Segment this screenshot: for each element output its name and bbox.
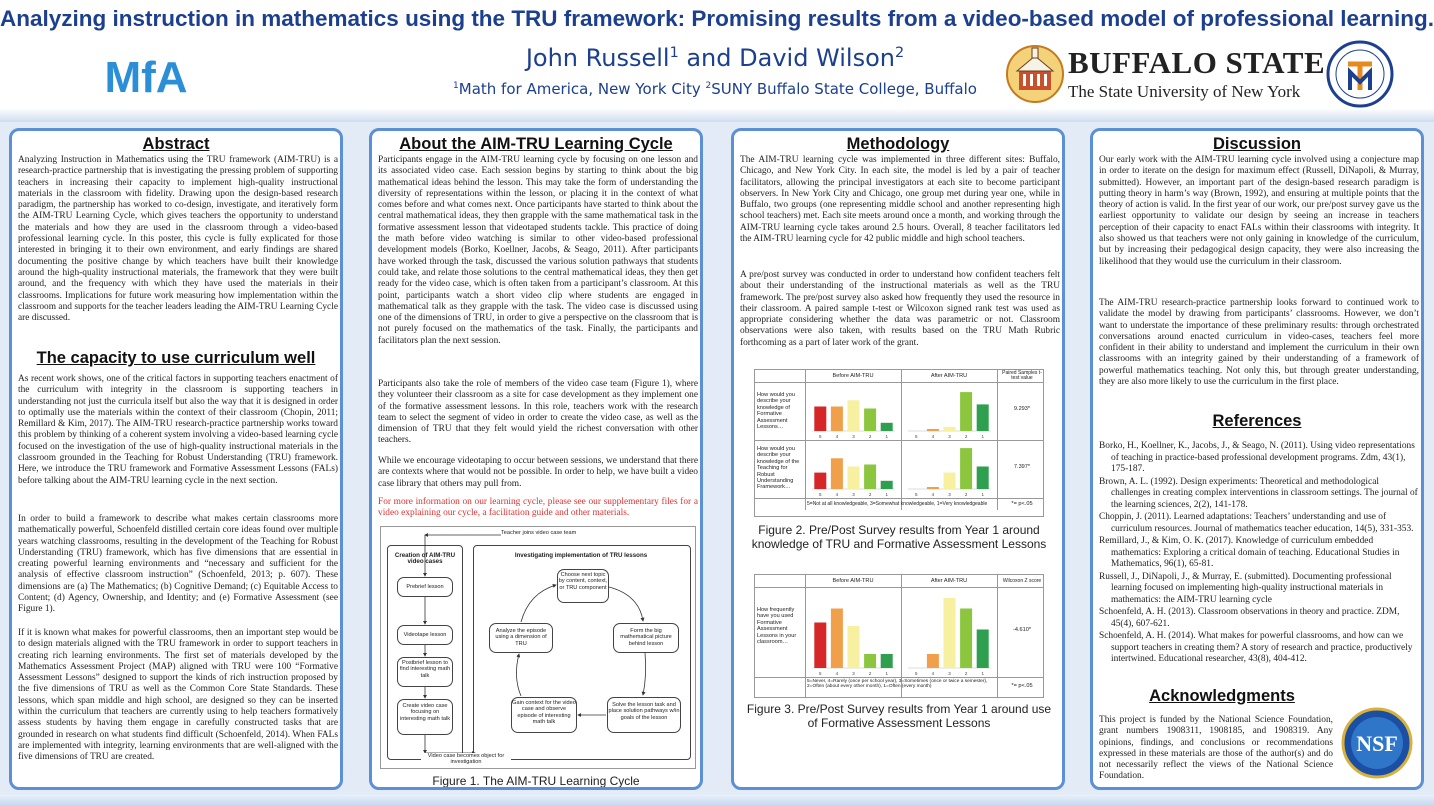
fig2-row2-before-chart <box>806 441 901 498</box>
chart-tick-label: 5 <box>915 434 918 439</box>
fig2-row1-after-chart <box>902 383 997 440</box>
chart-tick-label: 4 <box>835 492 839 497</box>
create-video-case-node: Create video case focusing on interesting math talk <box>397 699 453 735</box>
buffalo-state-seal-icon <box>1005 44 1065 104</box>
chart-bar <box>927 429 939 431</box>
chart-bar <box>864 654 876 668</box>
buffalo-state-subtitle: The State University of New York <box>1068 82 1301 101</box>
fig3-after-header: After AIM-TRU <box>930 578 968 584</box>
chart-tick-label: 3 <box>948 434 951 439</box>
chart-tick-label: 4 <box>931 434 935 439</box>
discussion-panel <box>1090 128 1424 790</box>
chart-bar <box>977 467 989 490</box>
chart-bar <box>927 487 939 489</box>
author-1: John Russell <box>525 44 670 72</box>
buffalo-state-name: BUFFALO STATE <box>1068 45 1326 80</box>
chart-tick-label: 1 <box>981 671 984 676</box>
chart-tick-label: 3 <box>948 492 951 497</box>
reference-item: Remillard, J., & Kim, O. K. (2017). Knowledge of curriculum embedded mathematics: Exploring a critical domain of teaching. Educational Studies in Mathematics, 96(1), 65-81. <box>1099 536 1400 569</box>
chart-bar <box>960 448 972 489</box>
fig3-before-header: Before AIM-TRU <box>832 578 874 584</box>
abstract-title: Abstract <box>142 135 210 153</box>
fig3-before-chart <box>806 588 901 677</box>
reference-item: Choppin, J. (2011). Learned adaptations: Teachers’ understanding and use of curriculum resources. Journal of mathematics teacher education, 14(5), 331-353. <box>1099 512 1414 534</box>
chart-tick-label: 1 <box>885 492 888 497</box>
figure-2-caption: Figure 2. Pre/Post Survey results from Year 1 around knowledge of TRU and Formative Assessment Lessons <box>751 523 1047 551</box>
fig2-after-header: After AIM-TRU <box>930 373 968 379</box>
analyze-episode-node: Analyze the episode using a dimension of TRU <box>489 623 553 653</box>
methodology-paragraph-2: A pre/post survey was conducted in order to understand how confident teachers felt about their understanding of the instructional materials as well as the TRU framework. The pre/post survey also asked how frequently they used the resource in their classroom. A paired sample t-test or Wilcoxon signed rank test was used as appropriate considering whether the data was parametric or not. Classroom observations were also taken, with results based on the TRU Math Rubric forthcoming as a part of later work of the grant. <box>740 270 1060 348</box>
fig3-legend: 5=Never, 4=Rarely (once per school year), 3=Sometimes (once or twice a semester), 2=Often (about every other month), 1=Often (every month) <box>807 679 988 690</box>
methodology-panel <box>731 128 1065 790</box>
teacher-joins-label: Teacher joins video case team <box>501 530 577 536</box>
methodology-paragraph-1: The AIM-TRU learning cycle was implemented in three different sites: Buffalo, Chicago, and New York City. In each site, the model is led by a pair of teacher facilitators, allowing the principal investigators at each site to become participant observers. In New York City and Chicago, one group met during year one, while in Buffalo, two groups (one representing middle school and another representing high school teachers) met. Each site meets around once a month, and working through the AIM-TRU learning cycle takes around 2.5 hours. Overall, 8 teacher facilitators led the AIM-TRU learning cycle for 42 public middle and high school teachers. <box>740 155 1060 245</box>
chart-tick-label: 4 <box>835 434 839 439</box>
chart-tick-label: 5 <box>819 492 822 497</box>
chart-bar <box>831 458 843 489</box>
reference-item: Russell, J., DiNapoli, J., & Murray, E. (submitted). Documenting professional learning focused on implementing high-quality instructional materials in mathematics: the AIM-TRU learning cycle <box>1099 571 1392 605</box>
chart-tick-label: 3 <box>852 434 855 439</box>
chart-bar <box>848 400 860 431</box>
diagram-arrows <box>381 527 696 769</box>
learning-cycle-title: About the AIM-TRU Learning Cycle <box>399 135 673 153</box>
chart-bar <box>848 467 860 490</box>
reference-item: Schoenfeld, A. H. (2014). What makes for powerful classrooms, and how can we support teachers in creating them? A story of research and practice, productively intertwined. Educational researcher, 43(8), 404-412. <box>1099 631 1413 664</box>
capacity-paragraph-3: If it is known what makes for powerful classrooms, then an important step would be to design materials aligned with the TRU framework in order to support teachers in creating rich learning environments. The first set of materials developed by the Mathematics Assessment Project (MAP) aligned with TRU were 100 “Formative Assessment Lessons” designed to support the kinds of rich instruction proposed by the five dimensions of TRU as well as the Common Core State Standards. These lessons, which span middle and high school, are designed so they can be inserted within the curriculum that teachers are currently using to help teachers formatively assess students by having them engage in carefully constructed tasks that are grounded in research on what students find difficult (Schoenfeld, 2014). When FALs are implemented with integrity, learning environments that are well-aligned with the five dimensions of TRU are created. <box>18 628 338 763</box>
chart-bar <box>864 465 876 490</box>
fig2-before-header: Before AIM-TRU <box>832 373 874 379</box>
chart-bar <box>831 407 843 432</box>
chart-tick-label: 2 <box>868 434 872 439</box>
fig3-stat-header: Wilcoxon Z score <box>1002 578 1042 584</box>
big-picture-node: Form the big mathematical picture behind lesson <box>613 623 679 653</box>
chart-bar <box>814 473 826 489</box>
chart-tick-label: 1 <box>981 434 984 439</box>
reference-item: Borko, H., Koellner, K., Jacobs, J., & Seago, N. (2011). Using video representations of teaching in practice-based professional development programs. Zdm, 43(1), 175-187. <box>1099 441 1415 474</box>
creation-heading: Creation of AIM-TRU video cases <box>394 552 456 566</box>
gain-context-node: Gain context for the video case and observe episode of interesting math talk <box>511 697 577 733</box>
authors-line <box>400 44 1030 72</box>
object-for-investigation-label: Video case becomes object for investigation <box>421 753 511 766</box>
fig2-row2-after-chart <box>902 441 997 498</box>
chart-bar <box>864 409 876 432</box>
mfa-logo <box>96 44 196 104</box>
chart-bar <box>960 609 972 669</box>
chart-tick-label: 5 <box>819 434 822 439</box>
chart-tick-label: 3 <box>852 492 855 497</box>
chart-bar <box>814 623 826 669</box>
learning-cycle-paragraph-2: Participants also take the role of members of the video case team (Figure 1), where they volunteer their classroom as a site for case development as they implement one of the formative assessment lessons. In this role, teachers work with the research team to select the segment of video in order to create the video case, as well as the dimension of TRU that they felt would yield the richest conversation with other teachers. <box>378 379 698 446</box>
fig2-legend: 5=Not at all knowledgeable, 3=Somewhat knowledgeable, 1=Very knowledgeable <box>807 501 988 507</box>
chart-tick-label: 1 <box>885 671 888 676</box>
learning-cycle-panel <box>369 128 703 790</box>
chart-bar <box>944 427 956 431</box>
learning-cycle-paragraph-3: While we encourage videotaping to occur between sessions, we understand that there are contexts where that would not be possible. In order to help, we have built a video case library that others may pull from. <box>378 456 698 489</box>
header-gradient <box>0 108 1434 122</box>
chart-tick-label: 5 <box>915 492 918 497</box>
reference-item: Brown, A. L. (1992). Design experiments: Theoretical and methodological challenges in creating complex interventions in classroom settings. The journal of the learning sciences, 2(2), 141-178. <box>1099 476 1418 510</box>
chart-bar <box>944 473 956 489</box>
abstract-panel <box>9 128 343 790</box>
fig2-row2-stat: 7.397* <box>1013 464 1031 470</box>
chart-tick-label: 4 <box>931 492 935 497</box>
affil-2-sup: 2 <box>705 81 712 91</box>
chart-tick-label: 2 <box>868 492 872 497</box>
figure-2-table <box>754 369 1044 517</box>
chart-bar <box>831 609 843 669</box>
chart-bar <box>977 630 989 669</box>
poster-title: Analyzing instruction in mathematics using the TRU framework: Promising results from a video-based model of professional learning. <box>0 6 1434 31</box>
figure-1-caption: Figure 1. The AIM-TRU Learning Cycle <box>432 774 640 788</box>
capacity-title: The capacity to use curriculum well <box>36 349 316 367</box>
author-1-sup: 1 <box>669 45 679 61</box>
investigation-heading: Investigating implementation of TRU lessons <box>514 552 648 559</box>
chart-tick-label: 2 <box>964 434 968 439</box>
nsf-logo <box>1339 705 1415 781</box>
fig3-note: *= p<.05 <box>1011 683 1033 689</box>
capacity-paragraph-2: In order to build a framework to describe what makes certain classrooms more mathematically powerful, Schoenfeld distilled certain core ideas found over multiple years watching classrooms, resulting in the development of the Teaching for Robust Understanding (TRU) framework, which has five dimensions that are essential in creating powerful learning environments and “necessary and sufficient for the analysis of effective classroom instruction” (Schoenfeld, 2013; p. 607). These dimensions are (a) The Mathematics; (b) Cognitive Demand; (c) Equitable Access to Content; (d) Agency, Ownership, and Identity; and (e) Formative Assessment (see Figure 1). <box>18 514 338 615</box>
chart-bar <box>814 407 826 432</box>
chart-tick-label: 2 <box>868 671 872 676</box>
discussion-paragraph-2: The AIM-TRU research-practice partnership looks forward to continued work to validate the model by drawing from participants’ classrooms. However, we don’t want to understate the importance of these preliminary results: through orchestrated conversations around enacted curriculum in video-cases, teachers feel more confident in their ability to understand and implement the curriculum in their own classrooms with an integrity gained by their understanding of a framework of powerful mathematics teaching. Not only this, but through greater understanding, they are also more likely to use the curriculum in the first place. <box>1099 298 1419 388</box>
videotape-node: Videotape lesson <box>397 625 453 645</box>
fig3-row1-question: How frequently have you used Formative Assessment Lessons in your classroom… <box>757 607 797 646</box>
chart-bar <box>881 423 893 431</box>
author-2: and David Wilson <box>678 44 895 72</box>
affiliations-line <box>400 80 1030 98</box>
learning-cycle-paragraph-1: Participants engage in the AIM-TRU learning cycle by focusing on one lesson and its associated video case. Each session begins by starting to think about the big mathematical ideas behind the lesson. This may take the form of understanding the diversity of representations within the lesson, or placing it in the context of what comes before and what comes next. Once participants have started to think about the central mathematical ideas, they then grapple with the same mathematical task in the formative assessment lesson that videotaped students tackle. This practice of doing the math before video watching is similar to other video-based professional development models (Borko, Koellner, Jacobs, & Seago, 2011). After participants have worked through the task, discussed the various solution pathways that students could take, and relate those solutions to the central mathematical ideas, they then get ready for the video case, which is often taken from a participant’s classroom. At this point, participants watch a short video clip where students are engaged in mathematical talk as they grapple with the task. The video case is discussed using one of the dimensions of TRU, in order to give a perspective on the classroom that is not purely focused on the mathematics of the task. Finally, the participants and facilitators plan the next session. <box>378 155 698 346</box>
chart-tick-label: 5 <box>819 671 822 676</box>
chart-tick-label: 2 <box>964 492 968 497</box>
solve-task-node: Solve the lesson task and place solution pathways w/in goals of the lesson <box>607 697 681 733</box>
fig2-row2-question: How would you describe your knowledge of the Teaching for Robust Understanding Framework… <box>757 446 800 491</box>
chart-bar <box>960 392 972 431</box>
chart-bar <box>848 626 860 668</box>
reference-item: Schoenfeld, A. H. (2013). Classroom observations in theory and practice. ZDM, 45(4), 607-621. <box>1099 607 1400 629</box>
chart-bar <box>881 654 893 668</box>
chart-tick-label: 4 <box>931 671 935 676</box>
fig2-row1-question: How would you describe your knowledge of Formative Assessment Lessons… <box>757 392 795 431</box>
postbrief-node: Postbrief lesson to find interesting math talk <box>397 657 453 687</box>
chart-bar <box>881 481 893 489</box>
chart-bar <box>944 598 956 668</box>
references-list <box>1099 441 1419 687</box>
capacity-paragraph-1: As recent work shows, one of the critical factors in supporting teachers enactment of the curriculum with integrity in the classroom is supporting teachers in understanding not just the curricula itself but also the way that it is designed in order to optimally use the materials within the context of their classroom (Chopin, 2011; Remillard & Kim, 2017). The AIM-TRU research-practice partnership works toward this problem by thinking of a coherent system involving a video-based learning cycle focused on the investigation of the use of high-quality instructional materials in the classroom grounded in the Teaching for Robust Understanding (TRU) framework. Here, we introduce the TRU framework and Formative Assessment Lessons (FALs) before talking about the AIM-TRU learning cycle in the next section. <box>18 374 338 486</box>
supplementary-note: For more information on our learning cycle, please see our supplementary files for a video explaining our cycle, a facilitation guide and other materials. <box>378 497 698 519</box>
chart-tick-label: 2 <box>964 671 968 676</box>
abstract-text: Analyzing Instruction in Mathematics using the TRU framework (AIM-TRU) is a research-practice partnership that is investigating the pressing problem of supporting teachers in increasing their capacity to implement high-quality instructional materials in the classroom with fidelity. Drawing upon the design-based research paradigm, the partnership has worked to co-design, investigate, and iteratively form the AIM-TRU Learning Cycle, which gives teachers the opportunity to understand the materials and how they are used in the classroom through a video-based professional learning cycle. In this poster, this cycle is fully explicated for those interested in bringing it to their own environment, and early findings are shared documenting the positive change by which teachers have built their knowledge around the high-quality instructional materials, the framework that they were built around, and the frequency with which they have used the materials in their classrooms. Implications for future work measuring how implementation within the classroom and supports for the teacher leaders leading the AIM-TRU Learning Cycle are discussed. <box>18 155 338 324</box>
chart-tick-label: 3 <box>948 671 951 676</box>
figure-3-table <box>754 574 1044 698</box>
chart-tick-label: 3 <box>852 671 855 676</box>
nsf-logo-text: NSF <box>1356 731 1398 756</box>
choose-topic-node: Choose next topic by content, context, or TRU component <box>557 569 609 603</box>
learning-cycle-diagram <box>380 526 696 769</box>
chart-bar <box>927 654 939 668</box>
chart-tick-label: 1 <box>981 492 984 497</box>
fig2-stat-header: Paired Samples t-test value <box>1002 370 1042 382</box>
discussion-title: Discussion <box>1212 135 1302 153</box>
fig2-row1-stat: 9.293* <box>1013 406 1031 412</box>
mfa-logo-text: MfA <box>104 53 188 102</box>
prebrief-node: Prebrief lesson <box>397 577 453 597</box>
chart-tick-label: 5 <box>915 671 918 676</box>
author-2-sup: 2 <box>895 45 905 61</box>
chart-bar <box>977 404 989 431</box>
references-title: References <box>1212 412 1302 430</box>
chart-tick-label: 4 <box>835 671 839 676</box>
methodology-title: Methodology <box>846 135 950 153</box>
footer-bar <box>0 795 1434 806</box>
acknowledgments-text: This project is funded by the National Science Foundation, grant numbers 1908311, 1908185, and 1908319. Any opinions, findings, and conclusions or recommendations expressed in these materials are those of the author(s) and do not necessarily reflect the views of the National Science Foundation. <box>1099 715 1333 782</box>
acknowledgments-title: Acknowledgments <box>1149 687 1295 705</box>
fig3-row1-stat: -4.610* <box>1012 627 1032 633</box>
affil-1-sup: 1 <box>453 81 459 91</box>
fig2-row1-before-chart <box>806 383 901 440</box>
chart-tick-label: 1 <box>885 434 888 439</box>
teacher-leadership-seal-icon <box>1326 40 1394 108</box>
fig3-after-chart <box>902 588 997 677</box>
discussion-paragraph-1: Our early work with the AIM-TRU learning cycle involved using a conjecture map in order to iterate on the design for maximum effect (Russell, DiNapoli, & Murray, submitted). However, an important part of the design-based research paradigm is putting theory in harm’s way (Brown, 1992), and ensuring at multiple points that the theory of action is valid. In the first year of our work, our pre/post survey gave us the earliest opportunity to validate our design by seeing an increase in teachers perception of their capacity to enact FALs within their classrooms with integrity. It also showed us that teachers were not only gaining in knowledge of the curriculum, but by increasing their pedagogical design capacity, they were also increasing the likelihood that they would use the curriculum in their classroom. <box>1099 155 1419 267</box>
affil-1: Math for America, New York City <box>458 80 706 98</box>
affil-2: SUNY Buffalo State College, Buffalo <box>711 80 977 98</box>
fig2-note: *= p<.05 <box>1011 501 1033 507</box>
figure-3-caption: Figure 3. Pre/Post Survey results from Year 1 around use of Formative Assessment Lessons <box>746 702 1052 730</box>
